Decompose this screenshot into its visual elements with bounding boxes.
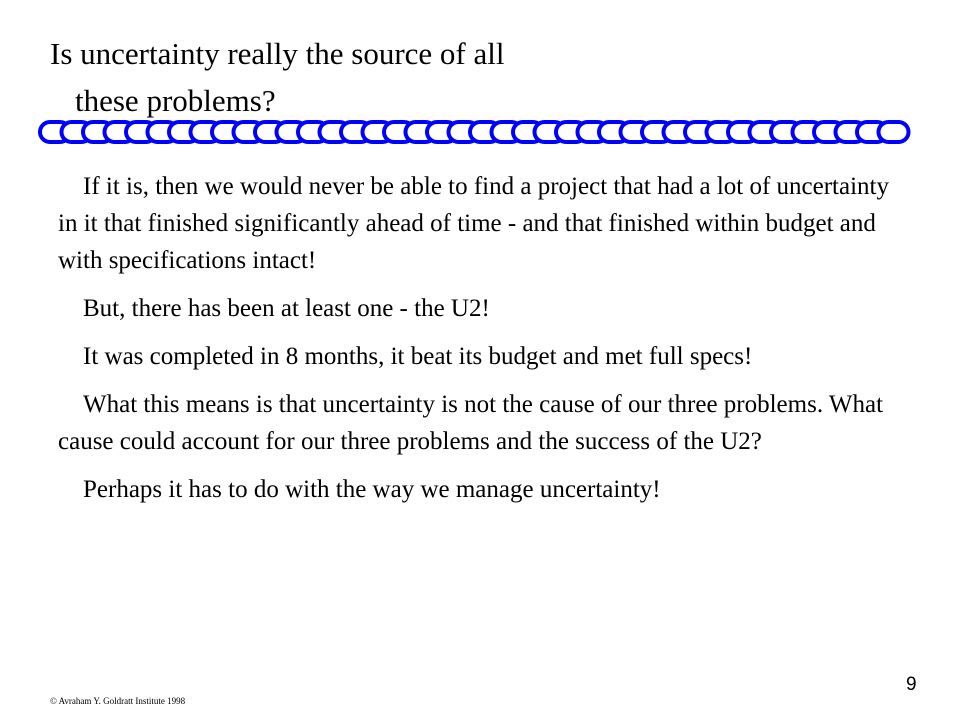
- chain-link: [879, 122, 909, 142]
- slide-title: [50, 30, 504, 124]
- paragraph-1: If it is, then we would never be able to find a project that had a lot of uncertainty in it that finished significantly ahead of time - and that finished within budget and with specifications intact!: [58, 173, 889, 274]
- paragraph-5: Perhaps it has to do with the way we manage uncertainty!: [83, 476, 661, 503]
- chain-divider: [38, 118, 928, 146]
- paragraph-3: It was completed in 8 months, it beat its budget and met full specs!: [83, 343, 753, 370]
- page-number: 9: [906, 674, 917, 695]
- slide-title-line-2: these problems?: [75, 83, 276, 118]
- copyright-notice: © Avraham Y. Goldratt Institute 1998: [50, 696, 186, 706]
- slide-body: [58, 168, 908, 519]
- paragraph-2: But, there has been at least one - the U2!: [83, 295, 490, 322]
- slide-title-line-1: Is uncertainty really the source of all: [50, 36, 505, 71]
- paragraph-4: What this means is that uncertainty is not the cause of our three problems. What cause could account for our three problems and the success of the U2?: [58, 391, 884, 455]
